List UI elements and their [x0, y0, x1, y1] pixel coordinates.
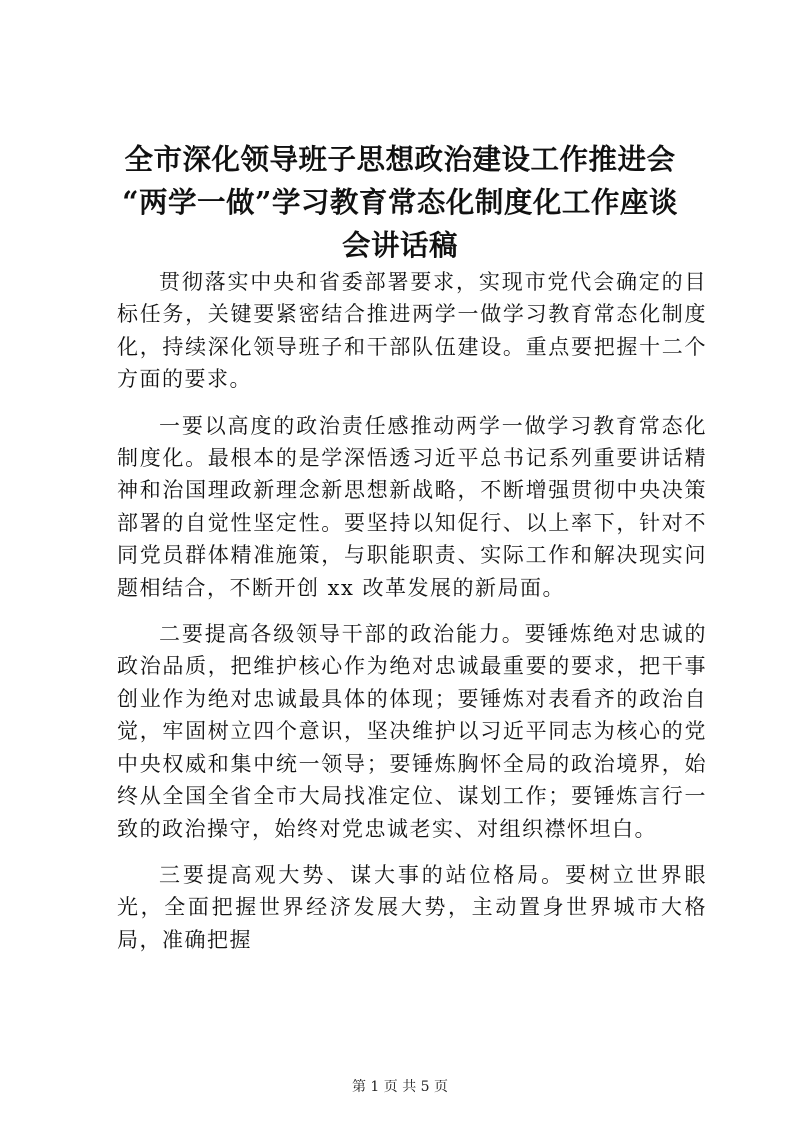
document-title	[100, 138, 700, 267]
paragraph-intro: 贯彻落实中央和省委部署要求，实现市党代会确定的目标任务，关键要紧密结合推进两学一做学习教育常态化制度化，持续深化领导班子和干部队伍建设。重点要把握十二个方面的要求。	[117, 270, 707, 392]
page-number-footer: 第 1 页 共 5 页	[351, 1079, 449, 1095]
title-line-3: 会讲话稿	[341, 228, 458, 262]
document-body	[117, 266, 707, 956]
paragraph-point-1: 一要以高度的政治责任感推动两学一做学习教育常态化制度化。最根本的是学深悟透习近平总书记系列重要讲话精神和治国理政新理念新思想新战略，不断增强贯彻中央决策部署的自觉性坚定性。要坚持以知促行、以上率下，针对不同党员群体精准施策，与职能职责、实际工作和解决现实问题相结合，不断开创 xx 改革发展的新局面。	[117, 413, 707, 600]
paragraph-point-2: 二要提高各级领导干部的政治能力。要锤炼绝对忠诚的政治品质，把维护核心作为绝对忠诚最重要的要求，把干事创业作为绝对忠诚最具体的体现；要锤炼对表看齐的政治自觉，牢固树立四个意识，坚决维护以习近平同志为核心的党中央权威和集中统一领导；要锤炼胸怀全局的政治境界，始终从全国全省全市大局找准定位、谋划工作；要锤炼言行一致的政治操守，始终对党忠诚老实、对组织襟怀坦白。	[117, 622, 707, 841]
title-line-1: 全市深化领导班子思想政治建设工作推进会	[124, 142, 676, 176]
title-line-2: “两学一做”学习教育常态化制度化工作座谈	[122, 185, 678, 219]
paragraph-point-3: 三要提高观大势、谋大事的站位格局。要树立世界眼光，全面把握世界经济发展大势，主动置身世界城市大格局，准确把握	[117, 862, 707, 952]
